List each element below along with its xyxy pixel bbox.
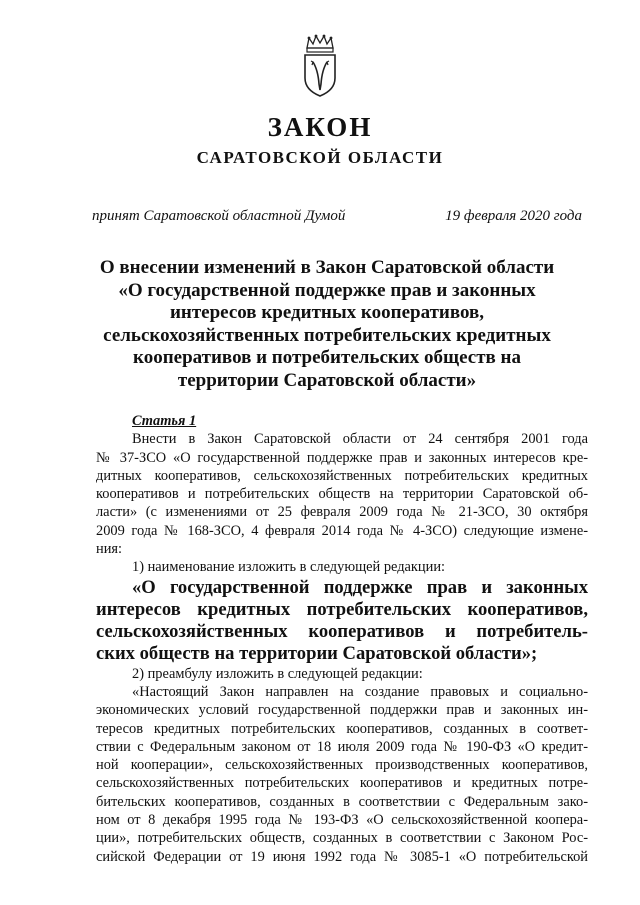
intro-line: Внести в Закон Саратовской области от 24 сентября 2001 года	[132, 431, 588, 448]
article-heading: Статья 1	[132, 413, 197, 429]
document-body	[96, 412, 588, 866]
preamble-line: экономических условий государственной поддержки прав и законных ин-	[96, 702, 588, 719]
preamble-line: тересов кредитных потребительских кооперативов, созданных в соответ-	[96, 720, 588, 737]
new-title-line: интересов кредитных потребительских кооперативов,	[96, 598, 588, 620]
title-line: кооперативов и потребительских обществ на	[133, 347, 521, 368]
preamble-line: ции», потребительских обществ, созданных в соответствии с Законом Рос-	[96, 830, 588, 847]
new-title-line: ских обществ на территории Саратовской области»;	[96, 642, 538, 664]
title-line: территории Саратовской области»	[177, 369, 477, 391]
intro-line: 2009 года № 168-ЗСО, 4 февраля 2014 года № 4-ЗСО) следующие измене-	[96, 522, 588, 539]
list-item-2: 2) преамбулу изложить в следующей редакции:	[132, 665, 423, 682]
preamble-line: ствии с Федеральным законом от 18 июля 2009 года № 190-ФЗ «О кредит-	[96, 738, 588, 755]
preamble-line: сийской Федерации от 19 июня 1992 года № 3085-1 «О потребительской	[96, 848, 588, 865]
law-title: ЗАКОН	[267, 112, 373, 142]
document-title	[80, 257, 574, 392]
title-line: «О государственной поддержке прав и законных	[118, 279, 536, 301]
region-name: САРАТОВСКОЙ ОБЛАСТИ	[196, 148, 444, 167]
preamble-line: «Настоящий Закон направлен на создание правовых и социально-	[132, 683, 588, 700]
title-line: О внесении изменений в Закон Саратовской области	[99, 257, 555, 278]
intro-line: ния:	[96, 541, 123, 558]
adopted-by-text: принят Саратовской областной Думой	[92, 208, 346, 224]
preamble-line: ной кооперации», сельскохозяйственных производственных кооперативов,	[96, 757, 588, 774]
new-title-line: «О государственной поддержке прав и законных	[132, 576, 588, 598]
list-item-1: 1) наименование изложить в следующей редакции:	[132, 559, 446, 576]
new-title-line: сельскохозяйственных кооперативов и потребитель-	[96, 620, 588, 642]
intro-line: дитных кооперативов, сельскохозяйственных потребительских кредитных	[96, 467, 588, 484]
preamble-line: бительских кооперативов, созданных в соответствии с Федеральным зако-	[96, 793, 588, 810]
preamble-line: ном от 8 декабря 1995 года № 193-ФЗ «О сельскохозяйственной коопера-	[96, 812, 588, 829]
title-line: сельскохозяйственных потребительских кредитных	[103, 324, 551, 346]
intro-line: № 37-ЗСО «О государственной поддержке прав и законных интересов кре-	[96, 449, 588, 466]
intro-line: ласти» (с изменениями от 25 февраля 2009 года № 21-ЗСО, 30 октября	[96, 504, 588, 521]
preamble-line: сельскохозяйственных потребительских кооперативов и кредитных потре-	[96, 775, 588, 792]
adoption-date: 19 февраля 2020 года	[445, 208, 582, 224]
intro-line: кооперативов и потребительских обществ на территории Саратовской об-	[96, 486, 588, 503]
title-line: интересов кредитных кооперативов,	[169, 302, 485, 323]
coat-of-arms-emblem	[302, 34, 338, 98]
